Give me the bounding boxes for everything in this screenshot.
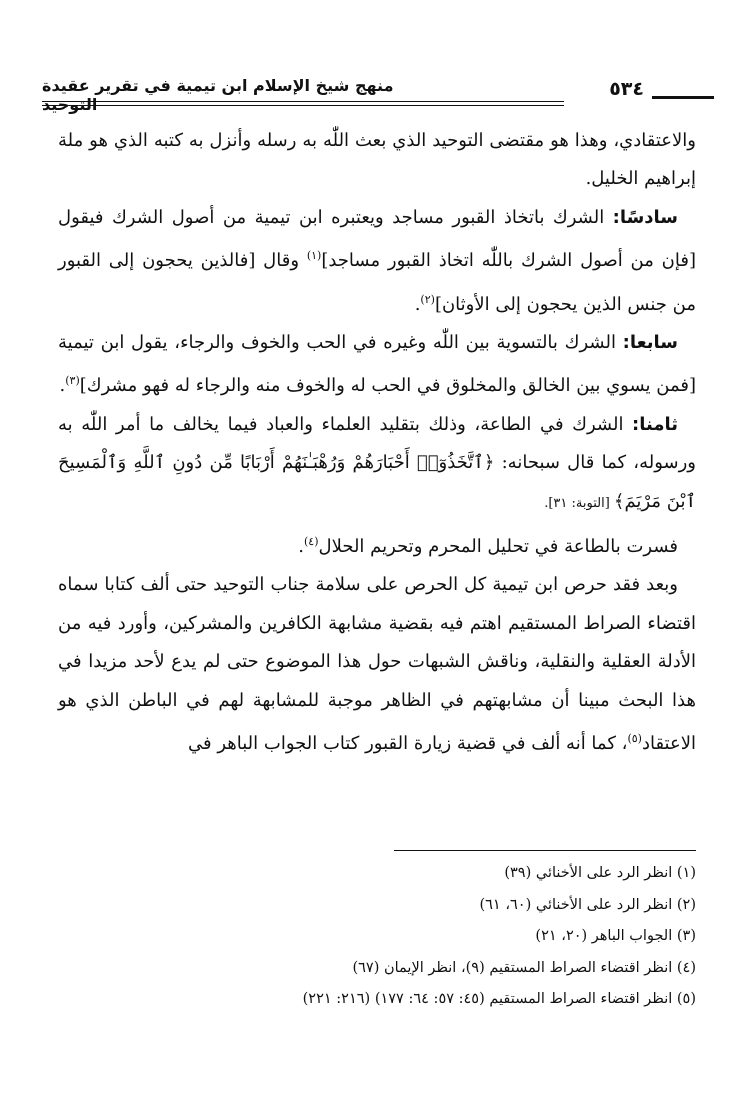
running-title: منهج شيخ الإسلام ابن تيمية في تقرير عقيدة التوحيد (42, 76, 394, 114)
header-rule (42, 101, 564, 102)
quran-verse: ﴿ٱتَّخَذُوٓا۟ أَحْبَارَهُمْ وَرُهْبَـٰنَهُمْ أَرْبَابًا مِّن دُونِ ٱللَّهِ وَٱلْمَسِيحَ ٱبْنَ مَرْيَمَ﴾ (58, 452, 696, 512)
footnote-ref: (١) (306, 249, 322, 263)
paragraph-text: وقال [فالذين يحجون إلى القبور من جنس الذين يحجون إلى الأوثان] (58, 250, 696, 315)
paragraph-end: . (414, 293, 421, 315)
verse-citation: [التوبة: ٣١]. (544, 495, 614, 511)
section-label: سادسًا: (612, 206, 678, 228)
paragraph-interpretation (58, 523, 696, 566)
section-label: سابعا: (622, 332, 678, 354)
footnote-item: (٤) انظر اقتضاء الصراط المستقيم (٩)، انظر الإيمان (٦٧) (352, 959, 696, 976)
paragraph-conclusion (58, 566, 696, 763)
paragraph-text: ، كما أنه ألف في قضية زيارة القبور كتاب الجواب الباهر في (188, 733, 628, 755)
footnote-item: (١) انظر الرد على الأخنائي (٣٩) (504, 865, 696, 881)
footnotes (120, 858, 696, 1016)
footnote-item: (٥) انظر اقتضاء الصراط المستقيم (٤٥: ٥٧: ٦٤: ١٧٧) (٢١٦: ٢٢١) (302, 991, 696, 1007)
footnote-ref: (٥) (627, 732, 642, 746)
footnote-separator (394, 850, 696, 851)
header-rule-thick (652, 96, 714, 99)
footnote-ref: (٣) (65, 374, 80, 388)
page-header (42, 68, 714, 114)
paragraph-text: الشرك باتخاذ القبور مساجد ويعتبره ابن تيمية من أصول الشرك فيقول [فإن من أصول الشرك باللّٰه اتخاذ القبور مساجد] (58, 206, 696, 272)
page-number: ٥٣٤ (609, 78, 644, 100)
header-rule-double (42, 105, 564, 106)
paragraph-text: الشرك في الطاعة، وذلك بتقليد العلماء والعباد فيما يخالف ما أمر اللّٰه به ورسوله، كما قال سبحانه: (58, 413, 696, 474)
paragraph-sixth (58, 199, 696, 324)
paragraph-intro (58, 122, 696, 199)
footnote-ref: (٤) (303, 535, 319, 549)
footnote-ref: (٢) (420, 292, 435, 306)
paragraph-text: وبعد فقد حرص ابن تيمية كل الحرص على سلامة جناب التوحيد حتى ألف كتابا سماه اقتضاء الصراط المستقيم اهتم فيه بقضية مشابهة الكافرين والمشركين، وأورد فيه من الأدلة العقلية والنقلية، وناقش الشبهات حول هذا الموضوع حتى لم يدع لأحد مزيدا في هذا البحث مبينا أن مشابهتهم في الظاهر موجبة للمشابهة لهم في الباطن الذي هو الاعتقاد (58, 574, 696, 755)
paragraph-end: . (298, 536, 304, 558)
paragraph-text: الشرك بالتسوية بين اللّٰه وغيره في الحب والخوف والرجاء، يقول ابن تيمية [فمن يسوي بين الخالق والمخلوق في الحب له والخوف منه والرجاء له فهو مشرك] (58, 332, 696, 397)
footnote-item: (٢) انظر الرد على الأخنائي (٦٠، ٦١) (479, 896, 696, 913)
paragraph-text: والاعتقادي، وهذا هو مقتضى التوحيد الذي بعث اللّٰه به رسله وأنزل به كتبه الذي هو ملة إبراهيم الخليل. (58, 130, 696, 190)
body-text (58, 122, 696, 842)
footnote-item: (٣) الجواب الباهر (٢٠، ٢١) (535, 928, 696, 944)
paragraph-eighth (58, 406, 696, 523)
paragraph-seventh (58, 324, 696, 406)
paragraph-end: . (59, 375, 66, 397)
section-label: ثامنا: (632, 413, 678, 435)
paragraph-text: فسرت بالطاعة في تحليل المحرم وتحريم الحلال (318, 536, 678, 558)
